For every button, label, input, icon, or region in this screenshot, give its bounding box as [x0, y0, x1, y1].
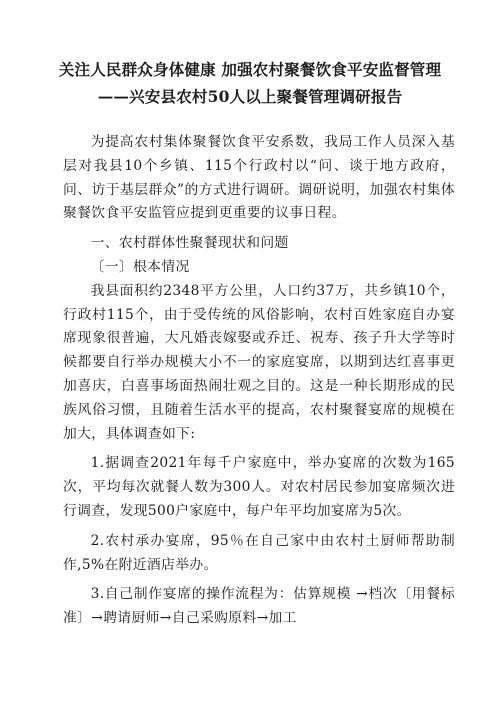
- section-heading: 一、农村群体性聚餐现状和问题: [90, 235, 289, 252]
- intro-paragraph: 为提高农村集体聚餐饮食平安系数，我局工作人员深入基层对我县10个乡镇、115个行政村以“问、谈于地方政府，问、访于基层群众”的方式进行调研。调研说明，加强农村集体聚餐饮食平安监管应提到更重要的议事日程。: [63, 134, 455, 222]
- subsection-heading: 〔一〕根本情况: [90, 258, 190, 275]
- document-title: 关注人民群众身体健康 加强农村聚餐饮食平安监督管理: [58, 60, 442, 79]
- basic-situation-paragraph: 我县面积约2348平方公里，人口约37万，共乡镇10个，行政村115个，由于受传统的风俗影响，农村百姓家庭自办宴席现象很普遍，大凡婚丧嫁娶或乔迁、祝寿、孩子升大学等时候都要自行举办规模大小不一的家庭宴席，以期到达红喜事更加喜庆，白喜事场面热闹壮观之目的。这是一种长期形成的民族风俗习惯，且随着生活水平的提高，农村聚餐宴席的规模在加大，具体调查如下:: [63, 282, 455, 442]
- document-body: [63, 131, 455, 631]
- document-subtitle: ——兴安县农村50人以上聚餐管理调研报告: [97, 87, 403, 106]
- list-item-2: 2.农村承办宴席，95％在自己家中由农村土厨师帮助制作,5%在附近酒店举办。: [63, 532, 455, 573]
- list-item-3: 3.自己制作宴席的操作流程为：估算规模 →档次〔用餐标准〕→聘请厨师→自己采购原料→加工: [63, 586, 455, 627]
- list-item-1: 1.据调查2021年每千户家庭中，举办宴席的次数为165次，平均每次就餐人数为300人。对农村居民参加宴席频次进行调查，发现500户家庭中，每户年平均加宴席为5次。: [63, 455, 455, 519]
